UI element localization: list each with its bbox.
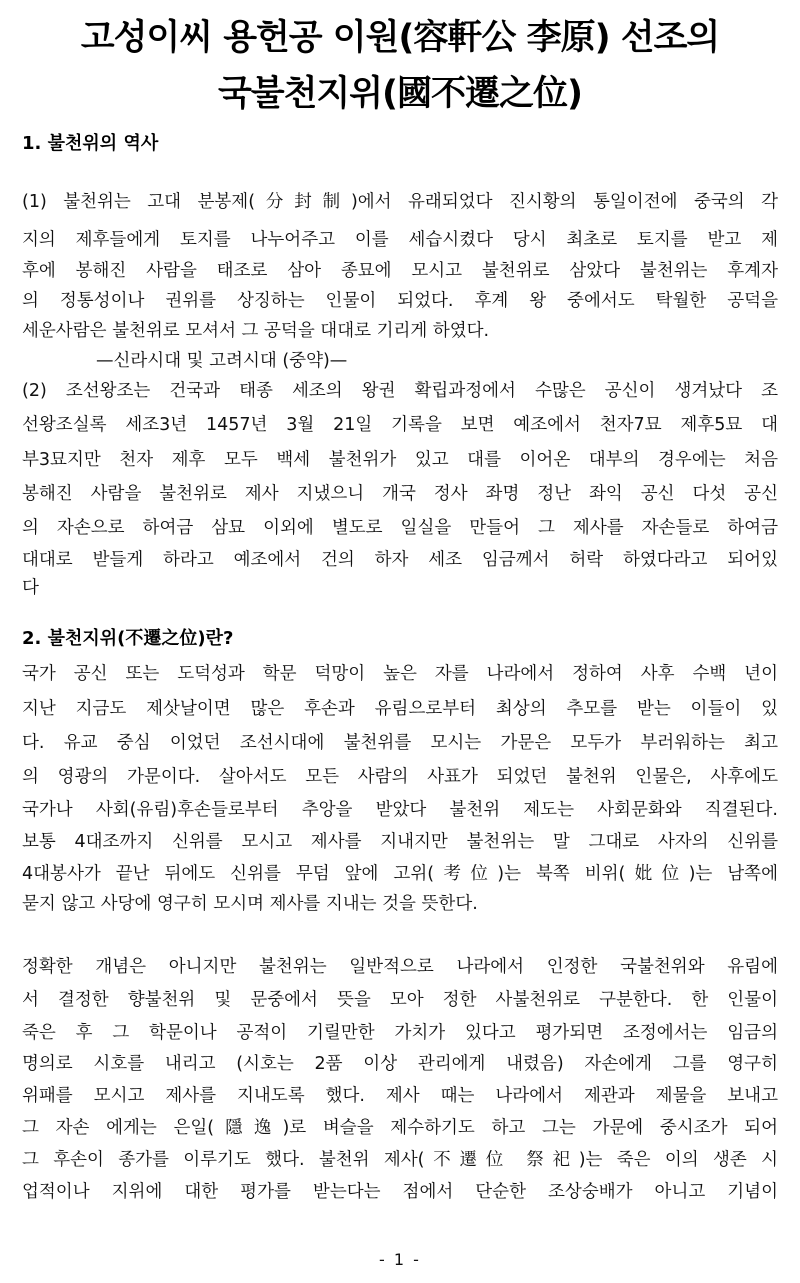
section-1-line: (2) 조선왕조는 건국과 태종 세조의 왕권 확립과정에서 수많은 공신이 생겨났다 조 — [22, 381, 778, 401]
section-1-line: 다 — [22, 578, 39, 598]
section-1-line: 대대로 받들게 하라고 예조에서 건의 하자 세조 임금께서 허락 하였다라고 되어있 — [22, 550, 778, 570]
section-1-heading: 1. 불천위의 역사 — [22, 133, 159, 154]
page-number: - 1 - — [379, 1250, 421, 1269]
section-2-line: 4대봉사가 끝난 뒤에도 신위를 무덤 앞에 고위(考位)는 북쪽 비위(妣位)는 남쪽에 — [22, 864, 778, 884]
section-2-line: 정확한 개념은 아니지만 불천위는 일반적으로 나라에서 인정한 국불천위와 유림에 — [22, 957, 778, 977]
section-1-line: 후에 봉해진 사람을 태조로 삼아 종묘에 모시고 불천위로 삼았다 불천위는 후계자 — [22, 261, 778, 281]
section-2-line: 그 자손 에게는 은일(隱逸)로 벼슬을 제수하기도 하고 그는 가문에 중시조가 되어 — [22, 1118, 778, 1138]
section-2-line: 서 결정한 향불천위 및 문중에서 뜻을 모아 정한 사불천위로 구분한다. 한 인물이 — [22, 990, 778, 1010]
section-1-line: 선왕조실록 세조3년 1457년 3월 21일 기록을 보면 예조에서 천자7묘 제후5묘 대 — [22, 415, 778, 435]
document-title-line-2: 국불천지위(國不遷之位) — [217, 74, 583, 114]
section-1-line: 세운사람은 불천위로 모셔서 그 공덕을 대대로 기리게 하였다. — [22, 321, 490, 341]
section-2-line: 죽은 후 그 학문이나 공적이 기릴만한 가치가 있다고 평가되면 조정에서는 임금의 — [22, 1023, 778, 1043]
section-1-line: 봉해진 사람을 불천위로 제사 지냈으니 개국 정사 좌명 정난 좌익 공신 다섯 공신 — [22, 484, 778, 504]
section-2-line: 그 후손이 종가를 이루기도 했다. 불천위 제사(不遷位 祭祀)는 죽은 이의 생존 시 — [22, 1150, 778, 1170]
section-1-line: (1) 불천위는 고대 분봉제(分封制)에서 유래되었다 진시황의 통일이전에 중국의 각 — [22, 192, 778, 212]
section-2-line: 위패를 모시고 제사를 지내도록 했다. 제사 때는 나라에서 제관과 제물을 보내고 — [22, 1086, 778, 1106]
section-1-note: —신라시대 및 고려시대 (중약)— — [96, 351, 348, 371]
section-1-line: 의 정통성이나 권위를 상징하는 인물이 되었다. 후계 왕 중에서도 탁월한 공덕을 — [22, 291, 778, 311]
section-2-line: 지난 지금도 제삿날이면 많은 후손과 유림으로부터 최상의 추모를 받는 이들이 있 — [22, 699, 778, 719]
section-2-line: 다. 유교 중심 이었던 조선시대에 불천위를 모시는 가문은 모두가 부러워하는 최고 — [22, 733, 778, 753]
section-1-line: 지의 제후들에게 토지를 나누어주고 이를 세습시켰다 당시 최초로 토지를 받고 제 — [22, 230, 778, 250]
section-2-line: 국가나 사회(유림)후손들로부터 추앙을 받았다 불천위 제도는 사회문화와 직결된다. — [22, 800, 778, 820]
section-2-line: 묻지 않고 사당에 영구히 모시며 제사를 지내는 것을 뜻한다. — [22, 894, 478, 914]
document-title-line-1: 고성이씨 용헌공 이원(容軒公 李原) 선조의 — [80, 18, 720, 58]
section-2-line: 국가 공신 또는 도덕성과 학문 덕망이 높은 자를 나라에서 정하여 사후 수백 년이 — [22, 664, 778, 684]
section-2-line: 의 영광의 가문이다. 살아서도 모든 사람의 사표가 되었던 불천위 인물은, 사후에도 — [22, 767, 778, 787]
section-2-line: 명의로 시호를 내리고 (시호는 2품 이상 관리에게 내렸음) 자손에게 그를 영구히 — [22, 1054, 778, 1074]
section-2-line: 보통 4대조까지 신위를 모시고 제사를 지내지만 불천위는 말 그대로 사자의 신위를 — [22, 832, 778, 852]
section-1-line: 부3묘지만 천자 제후 모두 백세 불천위가 있고 대를 이어온 대부의 경우에는 처음 — [22, 450, 778, 470]
section-1-line: 의 자손으로 하여금 삼묘 이외에 별도로 일실을 만들어 그 제사를 자손들로 하여금 — [22, 518, 778, 538]
section-2-heading: 2. 불천지위(不遷之位)란? — [22, 628, 234, 649]
section-2-line: 업적이나 지위에 대한 평가를 받는다는 점에서 단순한 조상숭배가 아니고 기념이 — [22, 1182, 778, 1202]
